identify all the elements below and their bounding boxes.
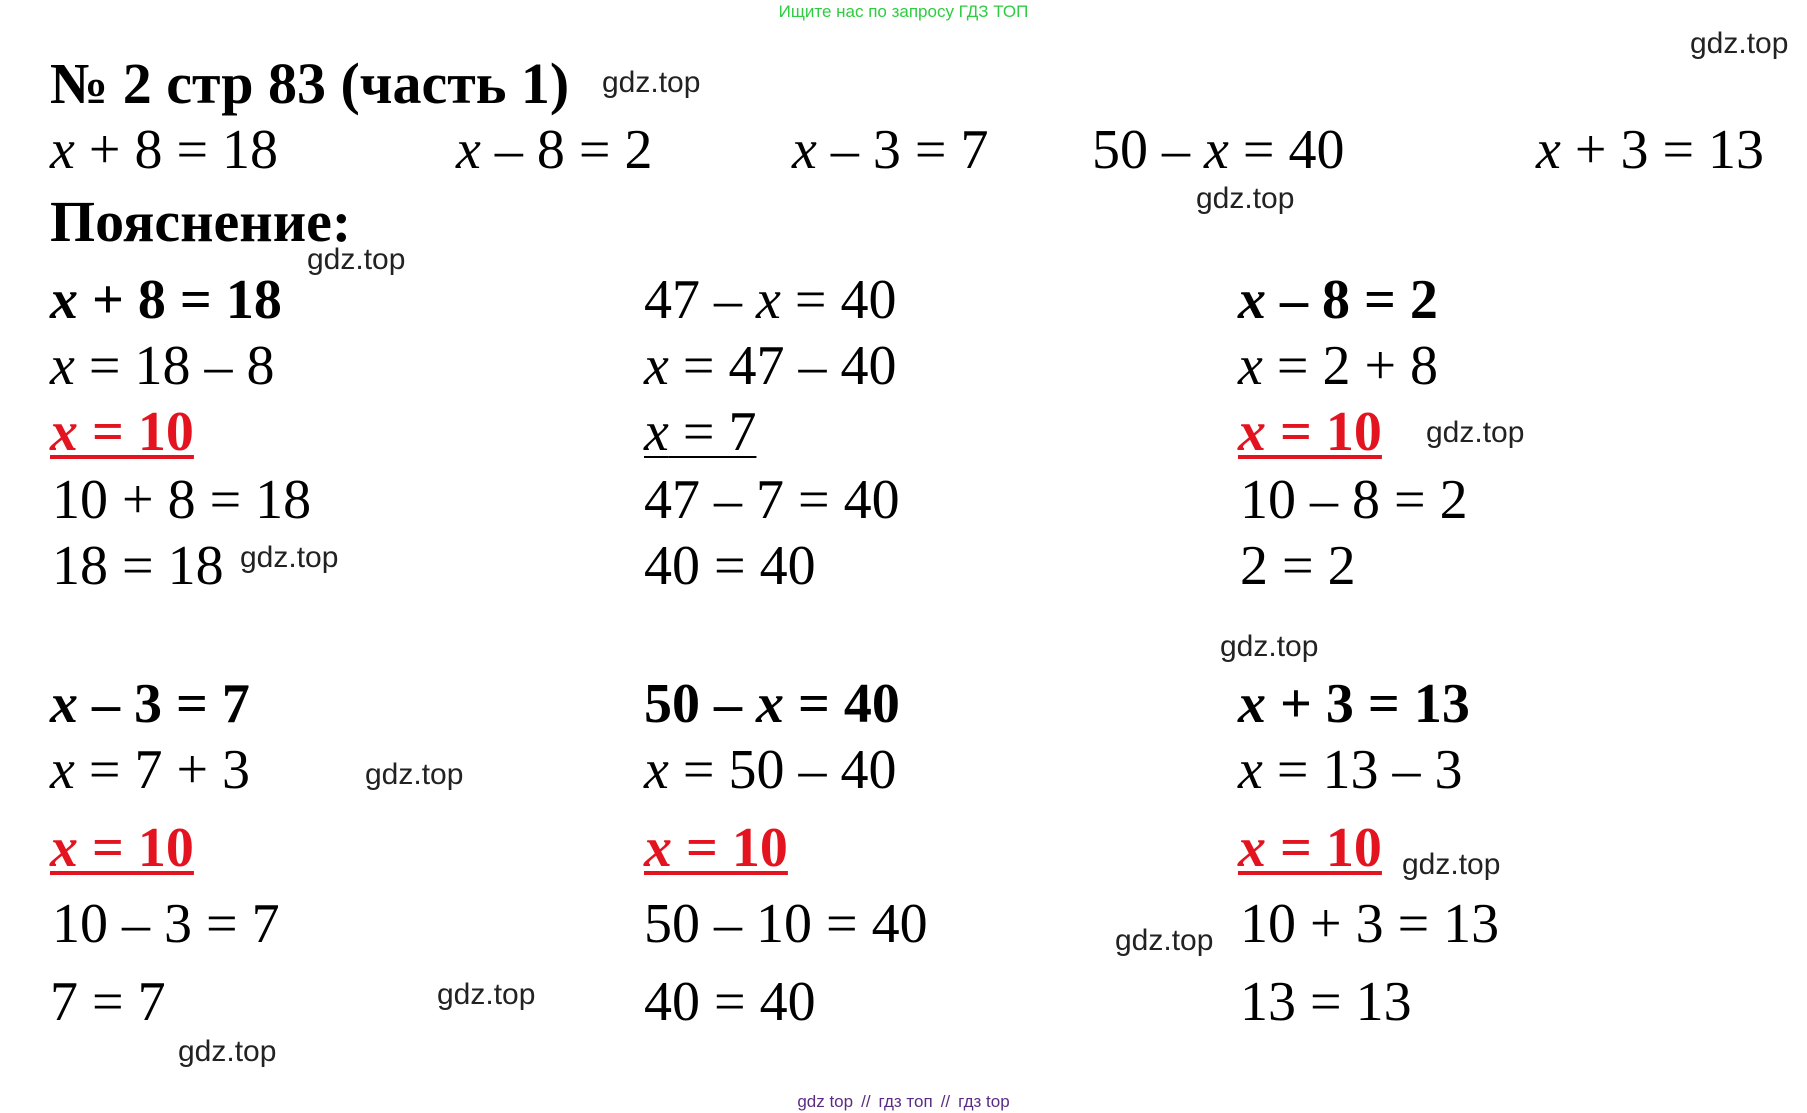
footer-separator: //: [861, 1092, 871, 1111]
watermark: gdz.top: [240, 541, 339, 574]
solution-check: 47 – 7 = 40: [644, 469, 900, 531]
task-equation: x + 3 = 13: [1536, 119, 1765, 181]
watermark: gdz.top: [437, 978, 536, 1011]
watermark: gdz.top: [602, 66, 701, 99]
solution-step: x = 47 – 40: [644, 335, 897, 397]
solution-step: x = 2 + 8: [1238, 335, 1439, 397]
solution-check: 10 + 3 = 13: [1240, 893, 1500, 955]
solution-check: 13 = 13: [1240, 971, 1412, 1033]
watermark: gdz.top: [307, 243, 406, 276]
solution-answer: x = 10: [50, 817, 194, 879]
watermark: gdz.top: [1115, 924, 1214, 957]
task-equation: x – 8 = 2: [456, 119, 653, 181]
task-equation: x – 3 = 7: [792, 119, 989, 181]
footer-link[interactable]: гдз top: [958, 1092, 1010, 1111]
solution-step: x = 18 – 8: [50, 335, 275, 397]
solution-check: 10 – 3 = 7: [52, 893, 280, 955]
solution-header: x + 3 = 13: [1238, 673, 1470, 735]
solution-step: x = 13 – 3: [1238, 739, 1463, 801]
footer-link[interactable]: гдз топ: [878, 1092, 933, 1111]
solution-header: x – 8 = 2: [1238, 269, 1438, 331]
watermark: gdz.top: [1220, 630, 1319, 663]
solution-answer: x = 7: [644, 401, 757, 463]
footer-separator: //: [940, 1092, 951, 1111]
solution-check: 50 – 10 = 40: [644, 893, 928, 955]
watermark: gdz.top: [1402, 848, 1501, 881]
footer-link[interactable]: gdz top: [797, 1092, 854, 1111]
explanation-heading: Пояснение:: [50, 189, 352, 254]
watermark: gdz.top: [365, 758, 464, 791]
solution-header: x + 8 = 18: [50, 269, 282, 331]
solution-check: 18 = 18: [52, 535, 224, 597]
solution-header: x – 3 = 7: [50, 673, 250, 735]
footer-links: [0, 1092, 1807, 1112]
solution-answer: x = 10: [644, 817, 788, 879]
watermark: gdz.top: [1690, 27, 1789, 60]
page-title: № 2 стр 83 (часть 1): [50, 51, 570, 116]
watermark: gdz.top: [1426, 416, 1525, 449]
solution-header: 47 – x = 40: [644, 269, 897, 331]
solution-check: 40 = 40: [644, 971, 816, 1033]
watermark: gdz.top: [178, 1035, 277, 1068]
solution-header: 50 – x = 40: [644, 673, 900, 735]
task-equation: 50 – x = 40: [1092, 119, 1345, 181]
solution-answer: x = 10: [1238, 817, 1382, 879]
search-banner: Ищите нас по запросу ГДЗ ТОП: [778, 2, 1029, 21]
solution-check: 7 = 7: [50, 971, 166, 1033]
solution-step: x = 7 + 3: [50, 739, 251, 801]
watermark: gdz.top: [1196, 182, 1295, 215]
solution-check: 2 = 2: [1240, 535, 1356, 597]
solution-check: 10 + 8 = 18: [52, 469, 312, 531]
solution-answer: x = 10: [1238, 401, 1382, 463]
solution-answer: x = 10: [50, 401, 194, 463]
solution-step: x = 50 – 40: [644, 739, 897, 801]
solution-check: 10 – 8 = 2: [1240, 469, 1468, 531]
solution-check: 40 = 40: [644, 535, 816, 597]
task-equation: x + 8 = 18: [50, 119, 279, 181]
